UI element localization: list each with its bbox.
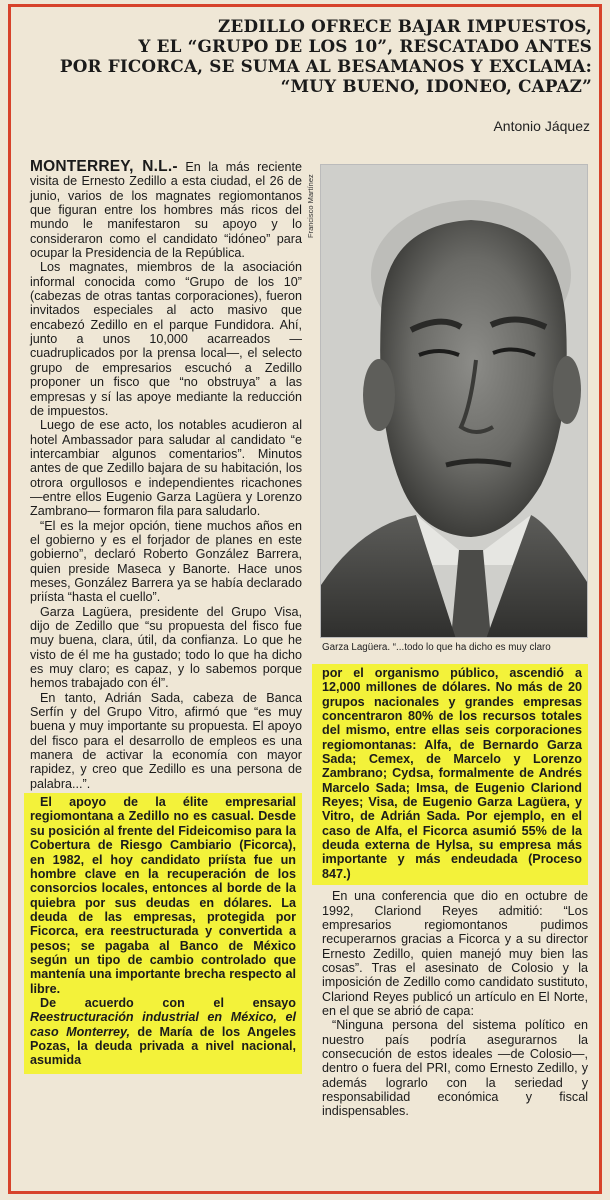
paragraph xyxy=(30,160,302,260)
paragraph: Luego de ese acto, los notables acudieron al hotel Ambassador para saludar al candidato “e intercambiar algunos comentarios”. Minutos antes de que Zedillo bajara de su habitación, los otrora orgullosos e independientes ricachones —entre ellos Eugenio Garza Lagüera y Lorenzo Zambrano— formaron fila para saludarlo. xyxy=(30,418,302,519)
headline-line-3: POR FICORCA, SE SUMA AL BESAMANOS Y EXCLAMA: xyxy=(59,56,592,76)
left-column xyxy=(30,160,302,1074)
photo-credit: Francisco Martínez xyxy=(306,174,315,238)
paragraph-text: De acuerdo con el ensayo xyxy=(40,995,296,1010)
portrait-photo xyxy=(320,164,588,638)
portrait-illustration xyxy=(321,165,588,638)
photo-caption: Garza Lagüera. “...todo lo que ha dicho es muy claro xyxy=(322,642,551,653)
essay-title: Reestructuración industrial en México, el caso Monterrey, xyxy=(30,1010,296,1039)
paragraph: En tanto, Adrián Sada, cabeza de Banca Serfín y del Grupo Vitro, afirmó que “es muy buena y muy importante su propuesta. El apoyo del fisco para el desarrollo de empleos es una manera de activar la economía con mayor rapidez, y creo que Zedillo es una persona de palabra...”. xyxy=(30,690,302,791)
paragraph: En una conferencia que dio en octubre de 1992, Clariond Reyes admitió: “Los empresarios regiomontanos pudimos recuperarnos gracias a Ficorca y a su director Ernesto Zedillo, quien manejó muy bien las cosas”. Tras el asesinato de Colosio y la imposición de Zedillo como candidato sustituto, Clariond Reyes publicó un artículo en El Norte, en el que se abrió de capa: xyxy=(322,889,588,1018)
paragraph xyxy=(322,666,582,881)
right-column xyxy=(322,664,588,1119)
reference: (Proceso 847.) xyxy=(322,852,582,881)
paragraph-text: de María de los Angeles Pozas, la deuda privada a nivel nacional, asumida xyxy=(30,1024,296,1068)
paragraph: “Ninguna persona del sistema político en nuestro país podría asegurarnos la consecución de estos ideales —de Colosio—, dentro o fuera del PRI, como Ernesto Zedillo, y además lograrlo con la seriedad y responsabilidad económica y fiscal indispensables. xyxy=(322,1018,588,1119)
paragraph-text: por el organismo público, ascendió a 12,000 millones de dólares. No más de 20 grupos nacionales y grandes empresas concentraron 80% de los recursos totales del mismo, entre ellas seis corporaciones regiomontanas: Alfa, de Bernardo Garza Sada; Cemex, de Marcelo y Lorenzo Zambrano; Cydsa, formalmente de Andrés Marcelo Sada; Imsa, de Eugenio Clariond Reyes; Visa, de Eugenio Garza Lagüera, y Vitro, de Adrián Sada. Por ejemplo, en el caso de Alfa, el Ficorca asumió 55% de la deuda externa de Hylsa, su empresa más importante y más endeudada xyxy=(322,666,582,867)
headline-line-4: “MUY BUENO, IDONEO, CAPAZ” xyxy=(280,76,592,96)
headline-line-2: Y EL “GRUPO DE LOS 10”, RESCATADO ANTES xyxy=(138,36,592,56)
paragraph xyxy=(30,996,296,1068)
paragraph: Garza Lagüera, presidente del Grupo Visa, dijo de Zedillo que “su propuesta del fisco fue muy buena, clara, útil, da confianza. Lo que he visto de él me ha gustado; todo lo que ha dicho es muy claro; es capaz, y lo sabemos porque hemos trabajado con él”. xyxy=(30,604,302,691)
paragraph: Los magnates, miembros de la asociación informal conocida como “Grupo de los 10” (cabezas de otras tantas corporaciones), fueron invitados especiales al acto masivo que encabezó Zedillo en el parque Fundidora. Ahí, junto a unos 10,000 acarreados —cuadruplicados por la prensa local—, el selecto grupo de empresarios escuchó a Zedillo proponer un fisco que “no obstruya” a las empresas y sí las apoye mediante la reducción de impuestos. xyxy=(30,260,302,418)
dateline: MONTERREY, N.L.- xyxy=(30,158,178,175)
paragraph: El apoyo de la élite empresarial regiomontana a Zedillo no es casual. Desde su posición al frente del Fideicomiso para la Cobertura de Riesgo Cambiario (Ficorca), en 1982, el hoy candidato priísta fue un hombre clave en la recuperación de los consorcios locales, entonces al borde de la quiebra por sus deudas en dólares. La deuda de las empresas, protegida por Ficorca, era reestructurada y convertida a pesos; se pagaba al Banco de México según un tipo de cambio controlado que mantenía una importante brecha respecto al libre. xyxy=(30,795,296,996)
byline: Antonio Jáquez xyxy=(493,118,590,134)
highlighted-passage xyxy=(312,664,588,885)
paragraph-text: En la más reciente visita de Ernesto Zedillo a esta ciudad, el 26 de junio, varios de los magnates regiomontanos que figuran entre los hombres más ricos del mundo le manifestaron su apoyo y lo consideraron como el candidato “idóneo” para ocupar la Presidencia de la República. xyxy=(30,160,302,261)
headline xyxy=(32,16,592,96)
highlighted-passage xyxy=(24,793,302,1074)
paragraph: “El es la mejor opción, tiene muchos años en el gobierno y es el forjador de planes en este gobierno”, declaró Roberto González Barrera, quien preside Maseca y Banorte. Hace unos meses, González Barrera ya se había declarado priísta “hasta el cuello”. xyxy=(30,518,302,605)
headline-line-1: ZEDILLO OFRECE BAJAR IMPUESTOS, xyxy=(218,16,592,36)
